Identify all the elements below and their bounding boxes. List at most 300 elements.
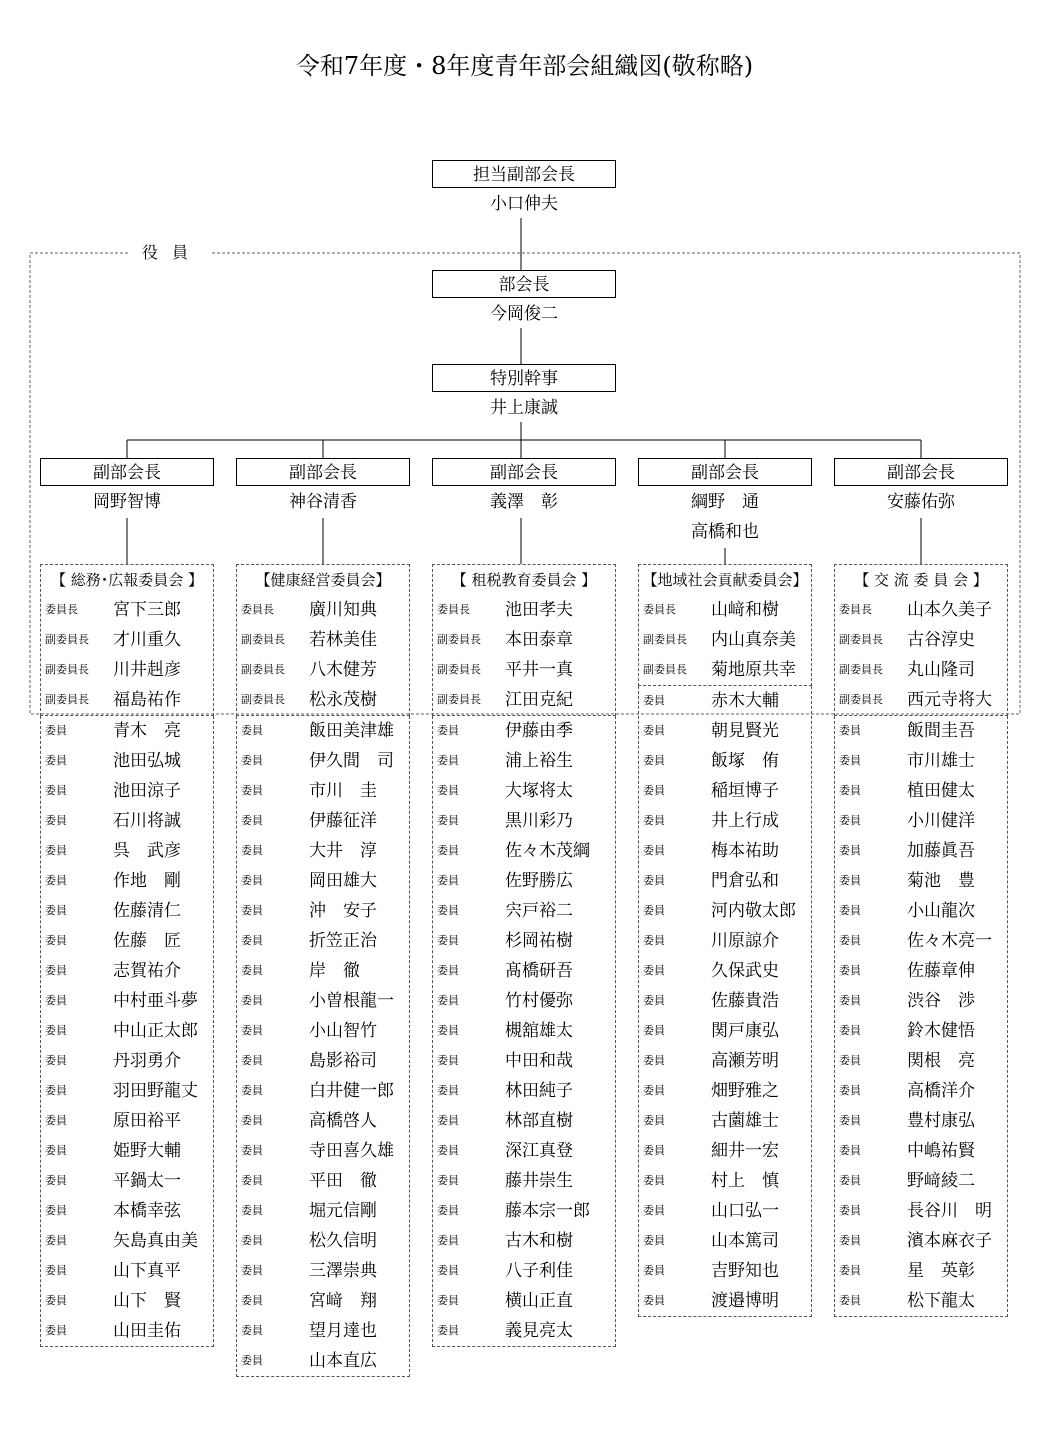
page-title: 令和7年度・8年度青年部会組織図(敬称略) <box>295 52 754 80</box>
committee-member-row <box>237 1316 409 1346</box>
member-role: 委員長 <box>437 603 470 616</box>
member-role: 委員 <box>45 1144 67 1157</box>
member-role: 委員長 <box>839 603 872 616</box>
committee-officer-row <box>41 595 213 625</box>
member-role: 委員 <box>643 784 665 797</box>
role-box-vice-chair: 副部会長 <box>638 458 812 486</box>
member-name: 市川雄士 <box>907 751 975 771</box>
committee-members-box <box>834 716 1008 1317</box>
member-name: 池田孝夫 <box>505 600 573 620</box>
member-role: 委員 <box>241 934 263 947</box>
member-name: 藤本宗一郎 <box>505 1201 590 1221</box>
member-name: 山下 賢 <box>113 1291 181 1311</box>
member-role: 委員 <box>839 1174 861 1187</box>
committee-member-row <box>237 866 409 896</box>
member-name: 丸山隆司 <box>907 660 975 680</box>
member-name: 梅本祐助 <box>711 841 779 861</box>
member-name: 竹村優弥 <box>505 991 573 1011</box>
member-name: 濱本麻衣子 <box>907 1231 992 1251</box>
member-name: 小川健洋 <box>907 811 975 831</box>
committee-officer-row <box>433 625 615 655</box>
member-name: 中嶋祐賢 <box>907 1141 975 1161</box>
committee-general-affairs <box>40 564 214 1347</box>
member-name: 呉 武彦 <box>113 841 181 861</box>
member-role: 委員 <box>437 1084 459 1097</box>
committee-member-row <box>639 1106 811 1136</box>
member-name: 高橋啓人 <box>309 1111 377 1131</box>
committee-member-row <box>639 926 811 956</box>
member-name: 細井一宏 <box>711 1141 779 1161</box>
member-role: 委員 <box>45 1324 67 1337</box>
member-role: 委員 <box>437 724 459 737</box>
committee-member-row <box>835 986 1007 1016</box>
member-name: 白井健一郎 <box>309 1081 394 1101</box>
member-name: 井上行成 <box>711 811 779 831</box>
committee-member-row <box>41 1196 213 1226</box>
member-role: 委員 <box>45 1174 67 1187</box>
committee-community-contribution <box>638 564 812 1317</box>
member-name: 矢島真由美 <box>113 1231 198 1251</box>
committee-officer-row <box>237 625 409 655</box>
member-role: 委員 <box>45 754 67 767</box>
member-role: 委員 <box>437 964 459 977</box>
committee-member-row <box>639 866 811 896</box>
member-role: 委員 <box>839 964 861 977</box>
member-name: 古木和樹 <box>505 1231 573 1251</box>
member-name: 槻舘雄太 <box>505 1021 573 1041</box>
member-role: 委員 <box>437 1324 459 1337</box>
committee-officer-row <box>237 655 409 685</box>
committee-title: 【 総務･広報委員会 】 <box>50 571 204 589</box>
member-role: 委員 <box>45 724 67 737</box>
committee-member-row <box>835 716 1007 746</box>
member-name: 宍戸裕二 <box>505 901 573 921</box>
member-name: 本田泰章 <box>505 630 573 650</box>
committee-member-row <box>639 896 811 926</box>
person-name: 神谷清香 <box>289 492 357 512</box>
member-role: 委員 <box>437 784 459 797</box>
member-name: 藤井崇生 <box>505 1171 573 1191</box>
committee-member-row <box>41 956 213 986</box>
member-name: 林田純子 <box>505 1081 573 1101</box>
member-role: 委員 <box>437 814 459 827</box>
committee-member-row <box>433 1076 615 1106</box>
member-role: 委員 <box>437 1264 459 1277</box>
committee-member-row <box>639 986 811 1016</box>
member-name: 平鍋太一 <box>113 1171 181 1191</box>
member-role: 委員 <box>643 874 665 887</box>
committee-member-row <box>433 836 615 866</box>
committee-member-row <box>433 1106 615 1136</box>
member-name: 岸 徹 <box>309 961 360 981</box>
committee-member-row <box>41 926 213 956</box>
committee-officer-row <box>835 685 1007 715</box>
committee-officers-box <box>638 564 812 686</box>
committee-member-row <box>835 896 1007 926</box>
member-role: 委員 <box>437 844 459 857</box>
committee-officers-box <box>40 564 214 716</box>
member-role: 委員 <box>241 1054 263 1067</box>
member-name: 中村亜斗夢 <box>113 991 198 1011</box>
committee-member-row <box>639 1166 811 1196</box>
member-name: 林部直樹 <box>505 1111 573 1131</box>
committee-officers-box <box>834 564 1008 716</box>
committee-member-row <box>835 836 1007 866</box>
member-role: 委員 <box>839 1024 861 1037</box>
member-name: 内山真奈美 <box>711 630 796 650</box>
member-role: 委員 <box>45 1024 67 1037</box>
committee-member-row <box>835 1166 1007 1196</box>
member-name: 西元寺将大 <box>907 690 992 710</box>
committee-title: 【 交 流 委 員 会 】 <box>854 571 988 589</box>
member-role: 委員 <box>45 1234 67 1247</box>
member-role: 委員 <box>437 1174 459 1187</box>
member-role: 副委員長 <box>437 663 481 676</box>
member-name: 古薗雄士 <box>711 1111 779 1131</box>
member-role: 委員 <box>241 814 263 827</box>
member-role: 委員 <box>839 724 861 737</box>
committee-member-row <box>41 1106 213 1136</box>
member-name: 佐々木亮一 <box>907 931 992 951</box>
committee-health-management <box>236 564 410 1377</box>
person-name: 高橋和也 <box>691 522 759 542</box>
member-name: 松永茂樹 <box>309 690 377 710</box>
committee-member-row <box>237 1076 409 1106</box>
committee-member-row <box>237 746 409 776</box>
member-name: 山本久美子 <box>907 600 992 620</box>
member-name: 門倉弘和 <box>711 871 779 891</box>
committee-member-row <box>835 1106 1007 1136</box>
member-name: 杉岡祐樹 <box>505 931 573 951</box>
member-role: 委員 <box>45 874 67 887</box>
committee-officer-row <box>433 595 615 625</box>
committee-member-row <box>639 1256 811 1286</box>
committee-member-row <box>237 896 409 926</box>
member-role: 委員 <box>839 1144 861 1157</box>
member-name: 沖 安子 <box>309 901 377 921</box>
committee-member-row <box>237 1346 409 1376</box>
member-name: 丹羽勇介 <box>113 1051 181 1071</box>
committee-member-row <box>237 1106 409 1136</box>
member-name: 朝見賢光 <box>711 721 779 741</box>
member-name: 村上 慎 <box>711 1171 779 1191</box>
member-role: 副委員長 <box>437 693 481 706</box>
member-name: 加藤眞吾 <box>907 841 975 861</box>
member-role: 委員 <box>839 784 861 797</box>
committee-exchange <box>834 564 1008 1317</box>
committee-member-row <box>41 986 213 1016</box>
member-role: 委員 <box>45 784 67 797</box>
committee-title: 【地域社会貢献委員会】 <box>642 571 808 589</box>
member-name: 義見亮太 <box>505 1321 573 1341</box>
member-name: 川原諒介 <box>711 931 779 951</box>
member-role: 委員長 <box>45 603 78 616</box>
member-role: 委員 <box>241 1294 263 1307</box>
member-role: 委員 <box>437 1234 459 1247</box>
member-role: 委員 <box>437 1114 459 1127</box>
member-role: 委員 <box>45 1264 67 1277</box>
committee-member-row <box>41 1016 213 1046</box>
role-box-vice-chair: 副部会長 <box>236 458 410 486</box>
committee-member-row <box>639 956 811 986</box>
member-name: 飯田美津雄 <box>309 721 394 741</box>
member-name: 山田圭佑 <box>113 1321 181 1341</box>
person-name: 綱野 通 <box>691 492 759 512</box>
member-role: 委員 <box>643 904 665 917</box>
member-role: 委員 <box>241 724 263 737</box>
member-name: 飯塚 侑 <box>711 751 779 771</box>
committee-member-row <box>237 986 409 1016</box>
committee-officer-row <box>41 625 213 655</box>
member-name: 佐々木茂綱 <box>505 841 590 861</box>
committee-member-row <box>433 746 615 776</box>
person-name: 岡野智博 <box>93 492 161 512</box>
member-name: 川井赳彦 <box>113 660 181 680</box>
committee-member-row <box>639 1226 811 1256</box>
member-role: 委員 <box>839 844 861 857</box>
member-role: 委員 <box>241 1144 263 1157</box>
committee-member-row <box>639 1196 811 1226</box>
committee-officer-row <box>639 595 811 625</box>
member-role: 委員 <box>45 844 67 857</box>
member-name: 福島祐作 <box>113 690 181 710</box>
member-name: 八木健芳 <box>309 660 377 680</box>
member-name: 廣川知典 <box>309 600 377 620</box>
committee-member-row <box>433 1256 615 1286</box>
member-name: 伊藤由季 <box>505 721 573 741</box>
member-role: 委員 <box>45 1054 67 1067</box>
member-role: 委員 <box>45 1204 67 1217</box>
member-name: 平田 徹 <box>309 1171 377 1191</box>
member-name: 原田裕平 <box>113 1111 181 1131</box>
member-name: 伊久間 司 <box>309 751 394 771</box>
member-role: 委員 <box>643 994 665 1007</box>
member-role: 委員 <box>437 904 459 917</box>
member-role: 副委員長 <box>839 693 883 706</box>
member-role: 委員 <box>839 934 861 947</box>
member-name: 宮下三郎 <box>113 600 181 620</box>
member-name: 高瀬芳明 <box>711 1051 779 1071</box>
member-name: 羽田野龍丈 <box>113 1081 198 1101</box>
member-role: 委員 <box>45 994 67 1007</box>
member-role: 委員 <box>241 1234 263 1247</box>
committee-officers-box <box>236 564 410 716</box>
committee-members-box <box>638 686 812 1317</box>
role-box-vice-chair: 副部会長 <box>834 458 1008 486</box>
member-name: 折笠正治 <box>309 931 377 951</box>
member-role: 委員 <box>437 874 459 887</box>
member-role: 委員 <box>643 1114 665 1127</box>
person-name: 井上康誠 <box>490 398 558 418</box>
committee-officer-row <box>41 685 213 715</box>
member-role: 委員 <box>839 1114 861 1127</box>
committee-member-row <box>835 1226 1007 1256</box>
member-role: 委員 <box>839 874 861 887</box>
member-role: 委員 <box>241 1354 263 1367</box>
member-name: 青木 亮 <box>113 721 181 741</box>
committee-officer-row <box>835 655 1007 685</box>
member-role: 委員 <box>45 934 67 947</box>
member-name: 佐藤貴浩 <box>711 991 779 1011</box>
member-name: 中山正太郎 <box>113 1021 198 1041</box>
committee-member-row <box>639 776 811 806</box>
committee-member-row <box>41 896 213 926</box>
member-name: 佐藤 匠 <box>113 931 181 951</box>
member-name: 池田弘城 <box>113 751 181 771</box>
member-role: 副委員長 <box>241 633 285 646</box>
member-name: 大塚将太 <box>505 781 573 801</box>
committee-tax-education <box>432 564 616 1347</box>
member-role: 副委員長 <box>643 663 687 676</box>
committee-officer-row <box>237 595 409 625</box>
member-role: 委員 <box>643 1024 665 1037</box>
committee-member-row <box>433 896 615 926</box>
member-name: 浦上裕生 <box>505 751 573 771</box>
member-role: 委員 <box>643 694 665 707</box>
member-name: 関根 亮 <box>907 1051 975 1071</box>
member-role: 委員 <box>45 1294 67 1307</box>
member-name: 山口弘一 <box>711 1201 779 1221</box>
member-name: 島影裕司 <box>309 1051 377 1071</box>
committee-member-row <box>639 836 811 866</box>
member-name: 黒川彩乃 <box>505 811 573 831</box>
member-role: 委員 <box>839 1294 861 1307</box>
committee-members-box <box>236 716 410 1377</box>
committee-member-row <box>433 776 615 806</box>
member-name: 渡邉博明 <box>711 1291 779 1311</box>
committee-member-row <box>433 1166 615 1196</box>
member-role: 委員 <box>643 1264 665 1277</box>
committee-member-row <box>237 1226 409 1256</box>
committee-member-row <box>835 926 1007 956</box>
committee-member-row <box>237 1256 409 1286</box>
committee-member-row <box>41 1256 213 1286</box>
member-role: 副委員長 <box>839 633 883 646</box>
committee-member-row <box>639 686 811 716</box>
committee-member-row <box>41 1166 213 1196</box>
member-name: 山本直広 <box>309 1351 377 1371</box>
member-role: 委員 <box>643 964 665 977</box>
member-name: 才川重久 <box>113 630 181 650</box>
member-role: 委員 <box>839 1084 861 1097</box>
person-name: 小口伸夫 <box>490 194 558 214</box>
member-name: 菊池 豊 <box>907 871 975 891</box>
member-name: 佐藤清仁 <box>113 901 181 921</box>
person-name: 義澤 彰 <box>490 492 558 512</box>
committee-officer-row <box>433 685 615 715</box>
member-role: 委員 <box>839 814 861 827</box>
committee-member-row <box>639 1286 811 1316</box>
committee-member-row <box>237 836 409 866</box>
member-name: 山下真平 <box>113 1261 181 1281</box>
member-role: 委員 <box>643 724 665 737</box>
member-role: 委員 <box>437 1294 459 1307</box>
member-name: 平井一真 <box>505 660 573 680</box>
member-name: 髙橋研吾 <box>505 961 573 981</box>
committee-officer-row <box>433 655 615 685</box>
member-role: 委員 <box>241 1114 263 1127</box>
member-name: 姫野大輔 <box>113 1141 181 1161</box>
member-name: 渋谷 渉 <box>907 991 975 1011</box>
member-role: 委員 <box>45 904 67 917</box>
member-name: 豊村康弘 <box>907 1111 975 1131</box>
committee-member-row <box>237 1196 409 1226</box>
committee-member-row <box>41 1046 213 1076</box>
committee-officers-box <box>432 564 616 716</box>
committee-member-row <box>835 1136 1007 1166</box>
committee-member-row <box>41 836 213 866</box>
committee-member-row <box>835 1286 1007 1316</box>
member-role: 委員 <box>643 1144 665 1157</box>
committee-member-row <box>433 1316 615 1346</box>
committee-member-row <box>41 1076 213 1106</box>
committee-member-row <box>639 1046 811 1076</box>
committee-member-row <box>41 1316 213 1346</box>
member-role: 委員長 <box>241 603 274 616</box>
member-name: 堀元信剛 <box>309 1201 377 1221</box>
member-role: 副委員長 <box>45 693 89 706</box>
member-role: 委員 <box>643 1174 665 1187</box>
member-role: 委員 <box>643 1234 665 1247</box>
committee-officer-row <box>835 595 1007 625</box>
member-name: 大井 淳 <box>309 841 377 861</box>
committee-member-row <box>237 1016 409 1046</box>
member-role: 委員 <box>241 784 263 797</box>
role-box-vice-chair: 副部会長 <box>40 458 214 486</box>
member-role: 委員 <box>437 1204 459 1217</box>
member-name: 志賀祐介 <box>113 961 181 981</box>
member-role: 副委員長 <box>241 663 285 676</box>
committee-member-row <box>237 926 409 956</box>
role-box-special-secretary: 特別幹事 <box>432 364 616 392</box>
member-name: 吉野知也 <box>711 1261 779 1281</box>
member-role: 委員 <box>437 1144 459 1157</box>
member-name: 横山正直 <box>505 1291 573 1311</box>
committee-member-row <box>433 926 615 956</box>
committee-member-row <box>41 1136 213 1166</box>
member-role: 副委員長 <box>241 693 285 706</box>
committee-member-row <box>237 1136 409 1166</box>
member-role: 委員 <box>437 1054 459 1067</box>
committee-member-row <box>433 986 615 1016</box>
member-role: 委員 <box>45 1084 67 1097</box>
member-role: 副委員長 <box>45 633 89 646</box>
committee-member-row <box>835 1256 1007 1286</box>
committee-member-row <box>433 956 615 986</box>
committee-member-row <box>835 1046 1007 1076</box>
member-name: 鈴木健悟 <box>907 1021 975 1041</box>
member-role: 委員 <box>437 934 459 947</box>
member-name: 野﨑綾二 <box>907 1171 975 1191</box>
committee-member-row <box>237 806 409 836</box>
member-role: 委員 <box>241 1024 263 1037</box>
committee-member-row <box>835 1196 1007 1226</box>
committee-members-box <box>432 716 616 1347</box>
member-name: 河内敬太郎 <box>711 901 796 921</box>
person-name: 安藤佑弥 <box>887 492 955 512</box>
committee-member-row <box>41 716 213 746</box>
member-role: 委員 <box>437 754 459 767</box>
committee-member-row <box>639 806 811 836</box>
member-name: 本橋幸弦 <box>113 1201 181 1221</box>
committee-member-row <box>237 1286 409 1316</box>
member-name: 小曽根龍一 <box>309 991 394 1011</box>
member-role: 委員 <box>839 1264 861 1277</box>
member-name: 山﨑和樹 <box>711 600 779 620</box>
role-box-chair: 部会長 <box>432 270 616 298</box>
member-name: 小山智竹 <box>309 1021 377 1041</box>
member-role: 委員 <box>241 1174 263 1187</box>
